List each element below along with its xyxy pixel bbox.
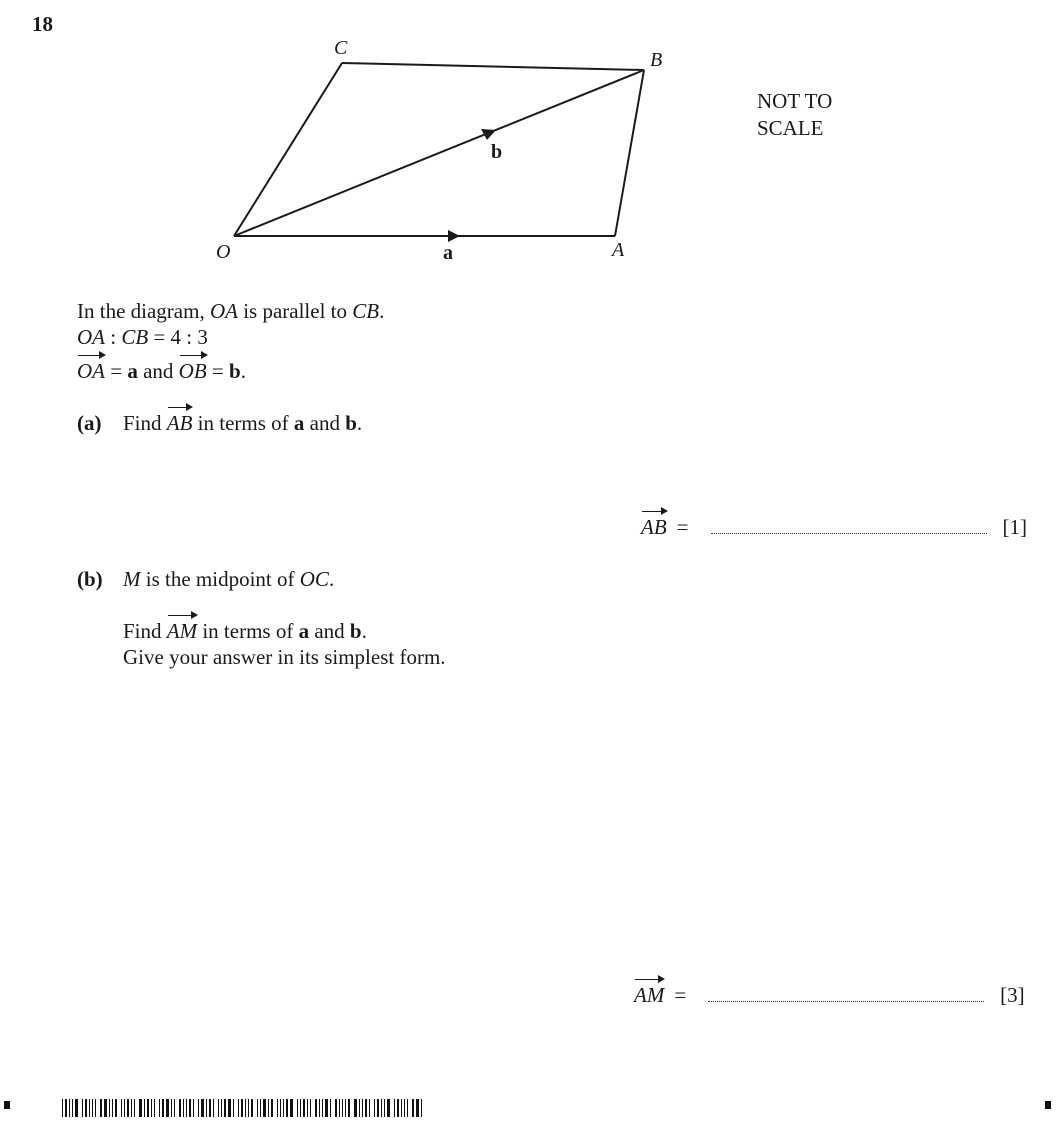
ratio-value: = 4 : 3 bbox=[148, 325, 208, 349]
parallelogram-diagram bbox=[200, 30, 680, 270]
equals: = bbox=[206, 359, 230, 383]
and-text: and bbox=[304, 411, 346, 435]
conjunction: and bbox=[137, 359, 179, 383]
vector-label-a: a bbox=[443, 242, 453, 264]
note-line-1: NOT TO bbox=[757, 89, 833, 113]
answer-vector-AB: AB bbox=[641, 515, 667, 539]
terms-text: in terms of bbox=[197, 619, 299, 643]
segment-CB: CB bbox=[352, 299, 380, 323]
answer-b-field[interactable] bbox=[708, 987, 984, 1002]
point-M: M bbox=[123, 567, 141, 591]
segment-OC: OC bbox=[299, 567, 329, 591]
vector-a: a bbox=[293, 411, 305, 435]
segment-CB: CB bbox=[121, 325, 149, 349]
terms-text: in terms of bbox=[192, 411, 294, 435]
registration-mark-left bbox=[4, 1101, 10, 1109]
vector-AM: AM bbox=[166, 619, 198, 643]
ratio-colon: : bbox=[105, 325, 122, 349]
full-stop: . bbox=[356, 411, 363, 435]
vector-OB: OB bbox=[178, 359, 207, 383]
vector-AB: AB bbox=[166, 411, 193, 435]
full-stop: . bbox=[328, 567, 335, 591]
vector-a: a bbox=[298, 619, 310, 643]
not-to-scale-note bbox=[757, 88, 832, 142]
vector-label-b: b bbox=[491, 141, 503, 163]
side-BA bbox=[615, 70, 644, 236]
marks-a: [1] bbox=[1002, 515, 1027, 539]
equals: = bbox=[676, 515, 689, 539]
point-label-B: B bbox=[650, 49, 663, 71]
part-b-label: (b) bbox=[77, 567, 103, 591]
intro-text: is parallel to bbox=[237, 299, 353, 323]
equals: = bbox=[674, 983, 687, 1007]
barcode-icon bbox=[62, 1099, 424, 1117]
point-label-C: C bbox=[334, 37, 348, 59]
vector-a: a bbox=[127, 359, 138, 383]
segment-OA: OA bbox=[77, 325, 105, 349]
part-b-instruction: Give your answer in its simplest form. bbox=[123, 645, 446, 669]
intro-line-2-ratio bbox=[77, 324, 208, 350]
part-a-label: (a) bbox=[77, 411, 102, 435]
part-a-question bbox=[77, 410, 362, 436]
full-stop: . bbox=[240, 359, 246, 383]
find-text: Find bbox=[123, 619, 167, 643]
answer-line-b bbox=[634, 983, 1025, 1008]
equals: = bbox=[105, 359, 128, 383]
side-CB bbox=[342, 63, 644, 70]
full-stop: . bbox=[361, 619, 367, 643]
intro-text: In the diagram, bbox=[77, 299, 210, 323]
midpoint-text: is the midpoint of bbox=[140, 567, 300, 591]
intro-text: . bbox=[379, 299, 385, 323]
part-b-question bbox=[123, 618, 367, 644]
find-text: Find bbox=[123, 411, 167, 435]
arrowhead-a-icon bbox=[448, 230, 460, 242]
vector-b: b bbox=[345, 411, 357, 435]
vector-OA: OA bbox=[77, 359, 105, 383]
segment-OA: OA bbox=[209, 299, 238, 323]
diagonal-OB bbox=[234, 70, 644, 236]
and-text: and bbox=[309, 619, 350, 643]
part-b-statement bbox=[77, 566, 334, 592]
intro-line-1 bbox=[77, 298, 384, 324]
answer-a-field[interactable] bbox=[711, 519, 987, 534]
vector-b: b bbox=[349, 619, 362, 643]
point-label-A: A bbox=[612, 239, 625, 261]
registration-mark-right bbox=[1045, 1101, 1051, 1109]
vector-b: b bbox=[229, 359, 241, 383]
question-number: 18 bbox=[32, 12, 53, 36]
note-line-2: SCALE bbox=[757, 116, 824, 140]
answer-vector-AM: AM bbox=[634, 983, 665, 1007]
point-label-O: O bbox=[216, 241, 231, 263]
side-OC bbox=[234, 63, 342, 236]
answer-line-a bbox=[641, 515, 1027, 540]
marks-b: [3] bbox=[1000, 983, 1025, 1007]
intro-line-3-vectors bbox=[77, 358, 246, 384]
